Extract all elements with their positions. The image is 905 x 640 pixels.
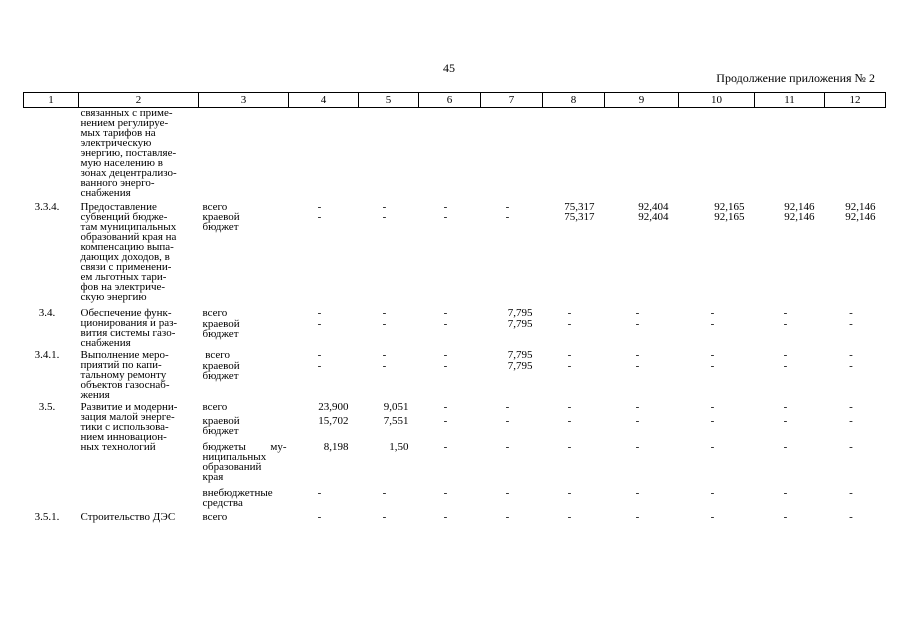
- value-cell: -: [317, 211, 322, 223]
- value-cell: -: [635, 511, 640, 523]
- value-cell: -: [567, 359, 572, 372]
- value-cell: -: [382, 211, 387, 223]
- budget-table: [23, 92, 886, 522]
- value-cell: -: [317, 511, 322, 523]
- table-row: [24, 308, 886, 319]
- header-row: [24, 93, 886, 108]
- value-cell: 15,702: [318, 415, 349, 427]
- value-cell: -: [710, 441, 715, 453]
- column-header: 4: [289, 93, 359, 108]
- value-cell: -: [635, 317, 640, 330]
- value-cell: -: [382, 317, 387, 330]
- item-code: 3.4.: [38, 307, 56, 319]
- value-cell: 92,146: [784, 211, 815, 223]
- value-cell: -: [710, 511, 715, 523]
- value-cell: -: [783, 401, 788, 413]
- value-cell: -: [317, 201, 322, 213]
- value-cell: -: [443, 511, 448, 523]
- value-cell: -: [505, 511, 510, 523]
- value-cell: -: [317, 349, 322, 361]
- column-header: 2: [79, 93, 199, 108]
- column-header: 7: [481, 93, 543, 108]
- funding-source: бюджеты му- ниципальных образований края: [202, 441, 287, 483]
- value-cell: -: [635, 349, 640, 361]
- item-code: 3.5.1.: [34, 511, 60, 523]
- funding-source: всего: [202, 511, 228, 523]
- item-code: 3.4.1.: [34, 349, 60, 361]
- value-cell: -: [567, 401, 572, 413]
- value-cell: -: [710, 317, 715, 330]
- value-cell: -: [710, 487, 715, 499]
- column-header: 6: [419, 93, 481, 108]
- value-cell: 75,317: [564, 201, 595, 213]
- value-cell: 8,198: [323, 441, 349, 453]
- value-cell: -: [783, 511, 788, 523]
- value-cell: -: [783, 487, 788, 499]
- value-cell: -: [567, 317, 572, 330]
- column-header: 5: [359, 93, 419, 108]
- item-description: связанных с приме- нением регулируе- мых тарифов на электрическую энергию, поставляе- мую населению в зонах децентрализо- ванного энерго- снабжения: [80, 107, 177, 199]
- value-cell: -: [567, 511, 572, 523]
- value-cell: -: [635, 487, 640, 499]
- item-description: Обеспечение функ- ционирования и раз- вития системы газо- снабжения: [80, 307, 178, 349]
- value-cell: -: [505, 401, 510, 413]
- value-cell: 7,795: [507, 317, 533, 330]
- value-cell: -: [382, 359, 387, 372]
- value-cell: -: [382, 349, 387, 361]
- column-header: 12: [825, 93, 886, 108]
- funding-source: краевой бюджет: [202, 211, 240, 233]
- table-row: [24, 202, 886, 212]
- value-cell: -: [382, 201, 387, 213]
- value-cell: -: [783, 359, 788, 372]
- value-cell: 92,404: [638, 211, 669, 223]
- value-cell: -: [443, 307, 448, 319]
- value-cell: -: [443, 401, 448, 413]
- value-cell: 92,165: [714, 211, 745, 223]
- column-header: 3: [199, 93, 289, 108]
- item-code: 3.5.: [38, 401, 56, 413]
- value-cell: -: [635, 401, 640, 413]
- funding-source: краевой бюджет: [202, 317, 240, 340]
- funding-source: всего: [202, 307, 228, 319]
- column-header: 9: [605, 93, 679, 108]
- table-row: [24, 108, 886, 199]
- value-cell: -: [635, 415, 640, 427]
- value-cell: -: [849, 415, 853, 427]
- value-cell: -: [783, 317, 788, 330]
- funding-source: всего: [202, 349, 231, 361]
- value-cell: -: [849, 441, 853, 453]
- value-cell: -: [317, 307, 322, 319]
- item-description: Выполнение меро- приятий по капи- тальному ремонту объектов газоснаб- жения: [80, 349, 170, 401]
- value-cell: 7,795: [507, 307, 533, 319]
- value-cell: -: [443, 415, 448, 427]
- column-header: 1: [24, 93, 79, 108]
- value-cell: -: [443, 359, 448, 372]
- value-cell: -: [635, 441, 640, 453]
- value-cell: 92,146: [845, 201, 876, 213]
- value-cell: -: [783, 441, 788, 453]
- value-cell: -: [710, 349, 715, 361]
- value-cell: -: [567, 487, 572, 499]
- column-header: 10: [679, 93, 755, 108]
- value-cell: -: [317, 359, 322, 372]
- funding-source: краевой бюджет: [202, 359, 240, 382]
- value-cell: 7,795: [507, 359, 533, 372]
- value-cell: -: [443, 211, 448, 223]
- value-cell: -: [443, 201, 448, 213]
- value-cell: -: [505, 441, 510, 453]
- value-cell: -: [783, 415, 788, 427]
- value-cell: -: [505, 487, 510, 499]
- value-cell: 7,551: [383, 415, 409, 427]
- value-cell: -: [849, 401, 853, 413]
- funding-source: всего: [202, 401, 228, 413]
- value-cell: -: [567, 307, 572, 319]
- table-row: [24, 350, 886, 361]
- value-cell: -: [317, 317, 322, 330]
- value-cell: -: [382, 511, 387, 523]
- value-cell: -: [849, 349, 853, 361]
- value-cell: -: [849, 487, 853, 499]
- value-cell: -: [710, 359, 715, 372]
- value-cell: 1,50: [389, 441, 409, 453]
- value-cell: -: [505, 415, 510, 427]
- funding-source: краевой бюджет: [202, 415, 240, 437]
- funding-source: всего: [202, 201, 228, 213]
- continuation-title: Продолжение приложения № 2: [716, 71, 875, 85]
- value-cell: -: [382, 307, 387, 319]
- value-cell: 23,900: [318, 401, 349, 413]
- value-cell: 75,317: [564, 211, 595, 223]
- column-header: 8: [543, 93, 605, 108]
- value-cell: -: [443, 349, 448, 361]
- value-cell: -: [710, 401, 715, 413]
- value-cell: 92,146: [845, 211, 876, 223]
- value-cell: -: [443, 317, 448, 330]
- table-row: [24, 402, 886, 412]
- value-cell: -: [849, 317, 853, 330]
- value-cell: -: [567, 415, 572, 427]
- value-cell: 92,146: [784, 201, 815, 213]
- value-cell: -: [849, 307, 853, 319]
- value-cell: -: [635, 307, 640, 319]
- value-cell: 9,051: [383, 401, 409, 413]
- value-cell: -: [443, 441, 448, 453]
- item-description: Предоставление субвенций бюдже- там муниципальных образований края на компенсацию выпа- дающих доходов, в связи с применени- ем льготных тари- фов на электриче- скую энергию: [80, 201, 177, 303]
- value-cell: 92,165: [714, 201, 745, 213]
- value-cell: -: [783, 349, 788, 361]
- value-cell: 92,404: [638, 201, 669, 213]
- item-description: Развитие и модерни- зация малой энерге- тики с использова- нием инновацион- ных технологий: [80, 401, 178, 453]
- value-cell: -: [849, 359, 853, 372]
- funding-source: внебюджетные средства: [202, 487, 273, 509]
- value-cell: -: [710, 307, 715, 319]
- value-cell: -: [443, 487, 448, 499]
- value-cell: -: [849, 511, 853, 523]
- value-cell: -: [635, 359, 640, 372]
- value-cell: -: [710, 415, 715, 427]
- column-header: 11: [755, 93, 825, 108]
- value-cell: -: [505, 211, 510, 223]
- value-cell: -: [505, 201, 510, 213]
- item-code: 3.3.4.: [34, 201, 60, 213]
- value-cell: -: [317, 487, 322, 499]
- value-cell: -: [567, 349, 572, 361]
- item-description: Строительство ДЭС: [80, 511, 176, 523]
- value-cell: -: [382, 487, 387, 499]
- value-cell: -: [783, 307, 788, 319]
- value-cell: 7,795: [507, 349, 533, 361]
- table-row: [24, 512, 886, 522]
- value-cell: -: [567, 441, 572, 453]
- page-number: 45: [443, 61, 455, 75]
